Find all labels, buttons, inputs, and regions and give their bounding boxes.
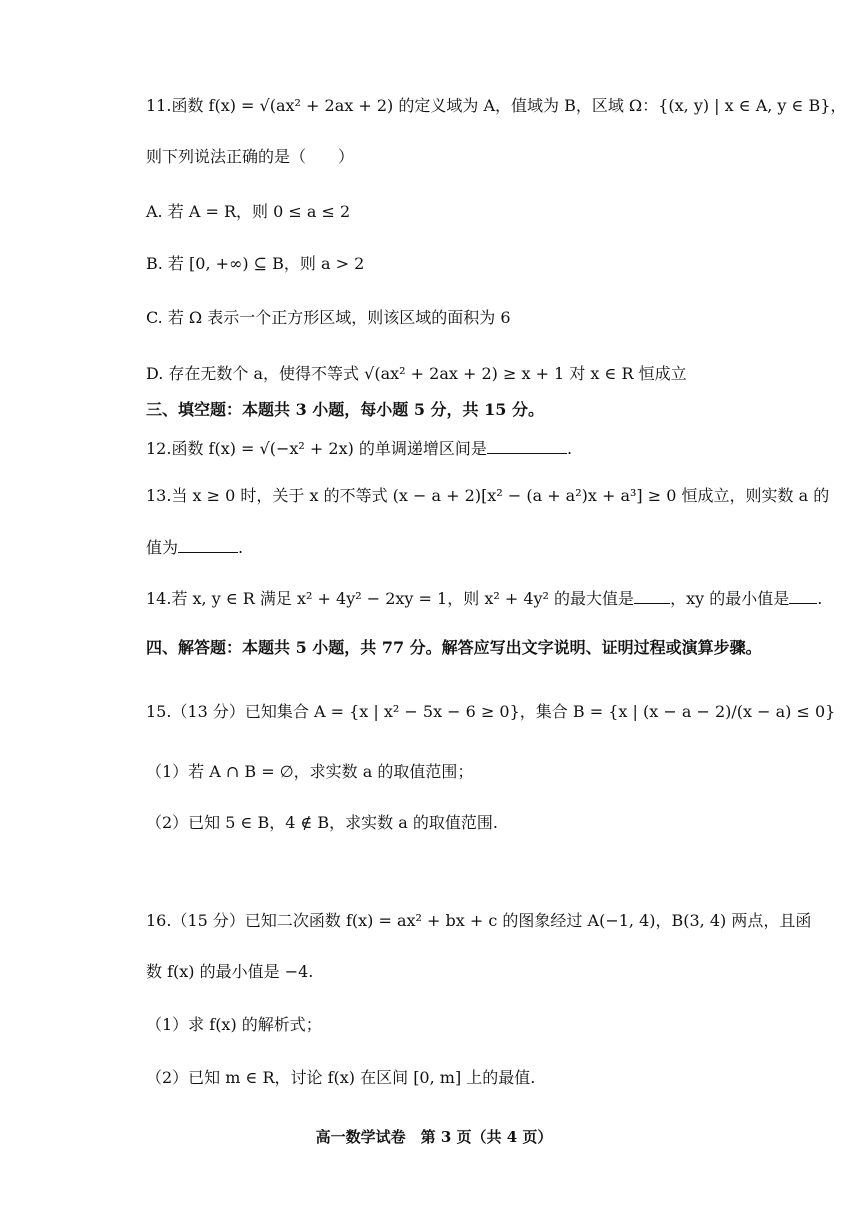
q14-answer-blank-2[interactable] xyxy=(789,587,817,604)
q16-stem-2: 数 f(x) 的最小值是 −4. xyxy=(146,962,314,981)
q13-line-1: 13.当 x ≥ 0 时，关于 x 的不等式 (x − a + 2)[x² − (a + a²)x + a³] ≥ 0 恒成立，则实数 a 的 xyxy=(146,486,830,505)
section-3-heading: 三、填空题：本题共 3 小题，每小题 5 分，共 15 分。 xyxy=(146,400,544,419)
q14 xyxy=(146,587,823,611)
page-footer: 高一数学试卷 第 3 页（共 4 页） xyxy=(315,1128,553,1146)
q14-text-2: ，xy 的最小值是 xyxy=(670,589,790,608)
q12 xyxy=(146,437,808,461)
q13-text: 值为 xyxy=(146,538,179,557)
q15-stem: 15.（13 分）已知集合 A = {x | x² − 5x − 6 ≥ 0}，集合 B = {x | (x − a − 2)/(x − a) ≤ 0} xyxy=(146,702,836,721)
q13-answer-blank[interactable] xyxy=(178,536,238,553)
q16-part-1: （1）求 f(x) 的解析式； xyxy=(146,1015,322,1034)
q13-line-2 xyxy=(146,536,808,560)
q11-stem-2: 则下列说法正确的是（ ） xyxy=(146,147,355,166)
q12-text: 12.函数 f(x) = √(−x² + 2x) 的单调递增区间是 xyxy=(146,439,487,458)
q13-period: . xyxy=(238,538,244,557)
section-4-heading: 四、解答题：本题共 5 小题，共 77 分。解答应写出文字说明、证明过程或演算步骤。 xyxy=(146,638,762,657)
q12-answer-blank[interactable] xyxy=(487,437,567,454)
q12-period: . xyxy=(566,439,573,458)
q11-option-a: A. 若 A = R，则 0 ≤ a ≤ 2 xyxy=(146,202,351,221)
q11-option-c: C. 若 Ω 表示一个正方形区域，则该区域的面积为 6 xyxy=(146,308,511,327)
q14-text-1: 14.若 x, y ∈ R 满足 x² + 4y² − 2xy = 1，则 x² + 4y² 的最大值是 xyxy=(146,589,635,608)
q11-stem: 11.函数 f(x) = √(ax² + 2ax + 2) 的定义域为 A，值域为 B，区域 Ω：{(x, y) | x ∈ A, y ∈ B}， xyxy=(146,96,847,115)
q11-option-b: B. 若 [0, +∞) ⊆ B，则 a > 2 xyxy=(146,254,365,273)
q15-part-2: （2）已知 5 ∈ B，4 ∉ B，求实数 a 的取值范围. xyxy=(146,813,498,832)
q16-stem-1: 16.（15 分）已知二次函数 f(x) = ax² + bx + c 的图象经过 A(−1, 4)，B(3, 4) 两点，且函 xyxy=(146,911,812,930)
q14-period: . xyxy=(817,589,823,608)
q15-part-1: （1）若 A ∩ B = ∅，求实数 a 的取值范围； xyxy=(146,762,474,781)
q16-part-2: （2）已知 m ∈ R，讨论 f(x) 在区间 [0, m] 上的最值. xyxy=(146,1068,536,1087)
q14-answer-blank-1[interactable] xyxy=(634,587,670,604)
q11-option-d: D. 存在无数个 a，使得不等式 √(ax² + 2ax + 2) ≥ x + 1 对 x ∈ R 恒成立 xyxy=(146,364,687,383)
